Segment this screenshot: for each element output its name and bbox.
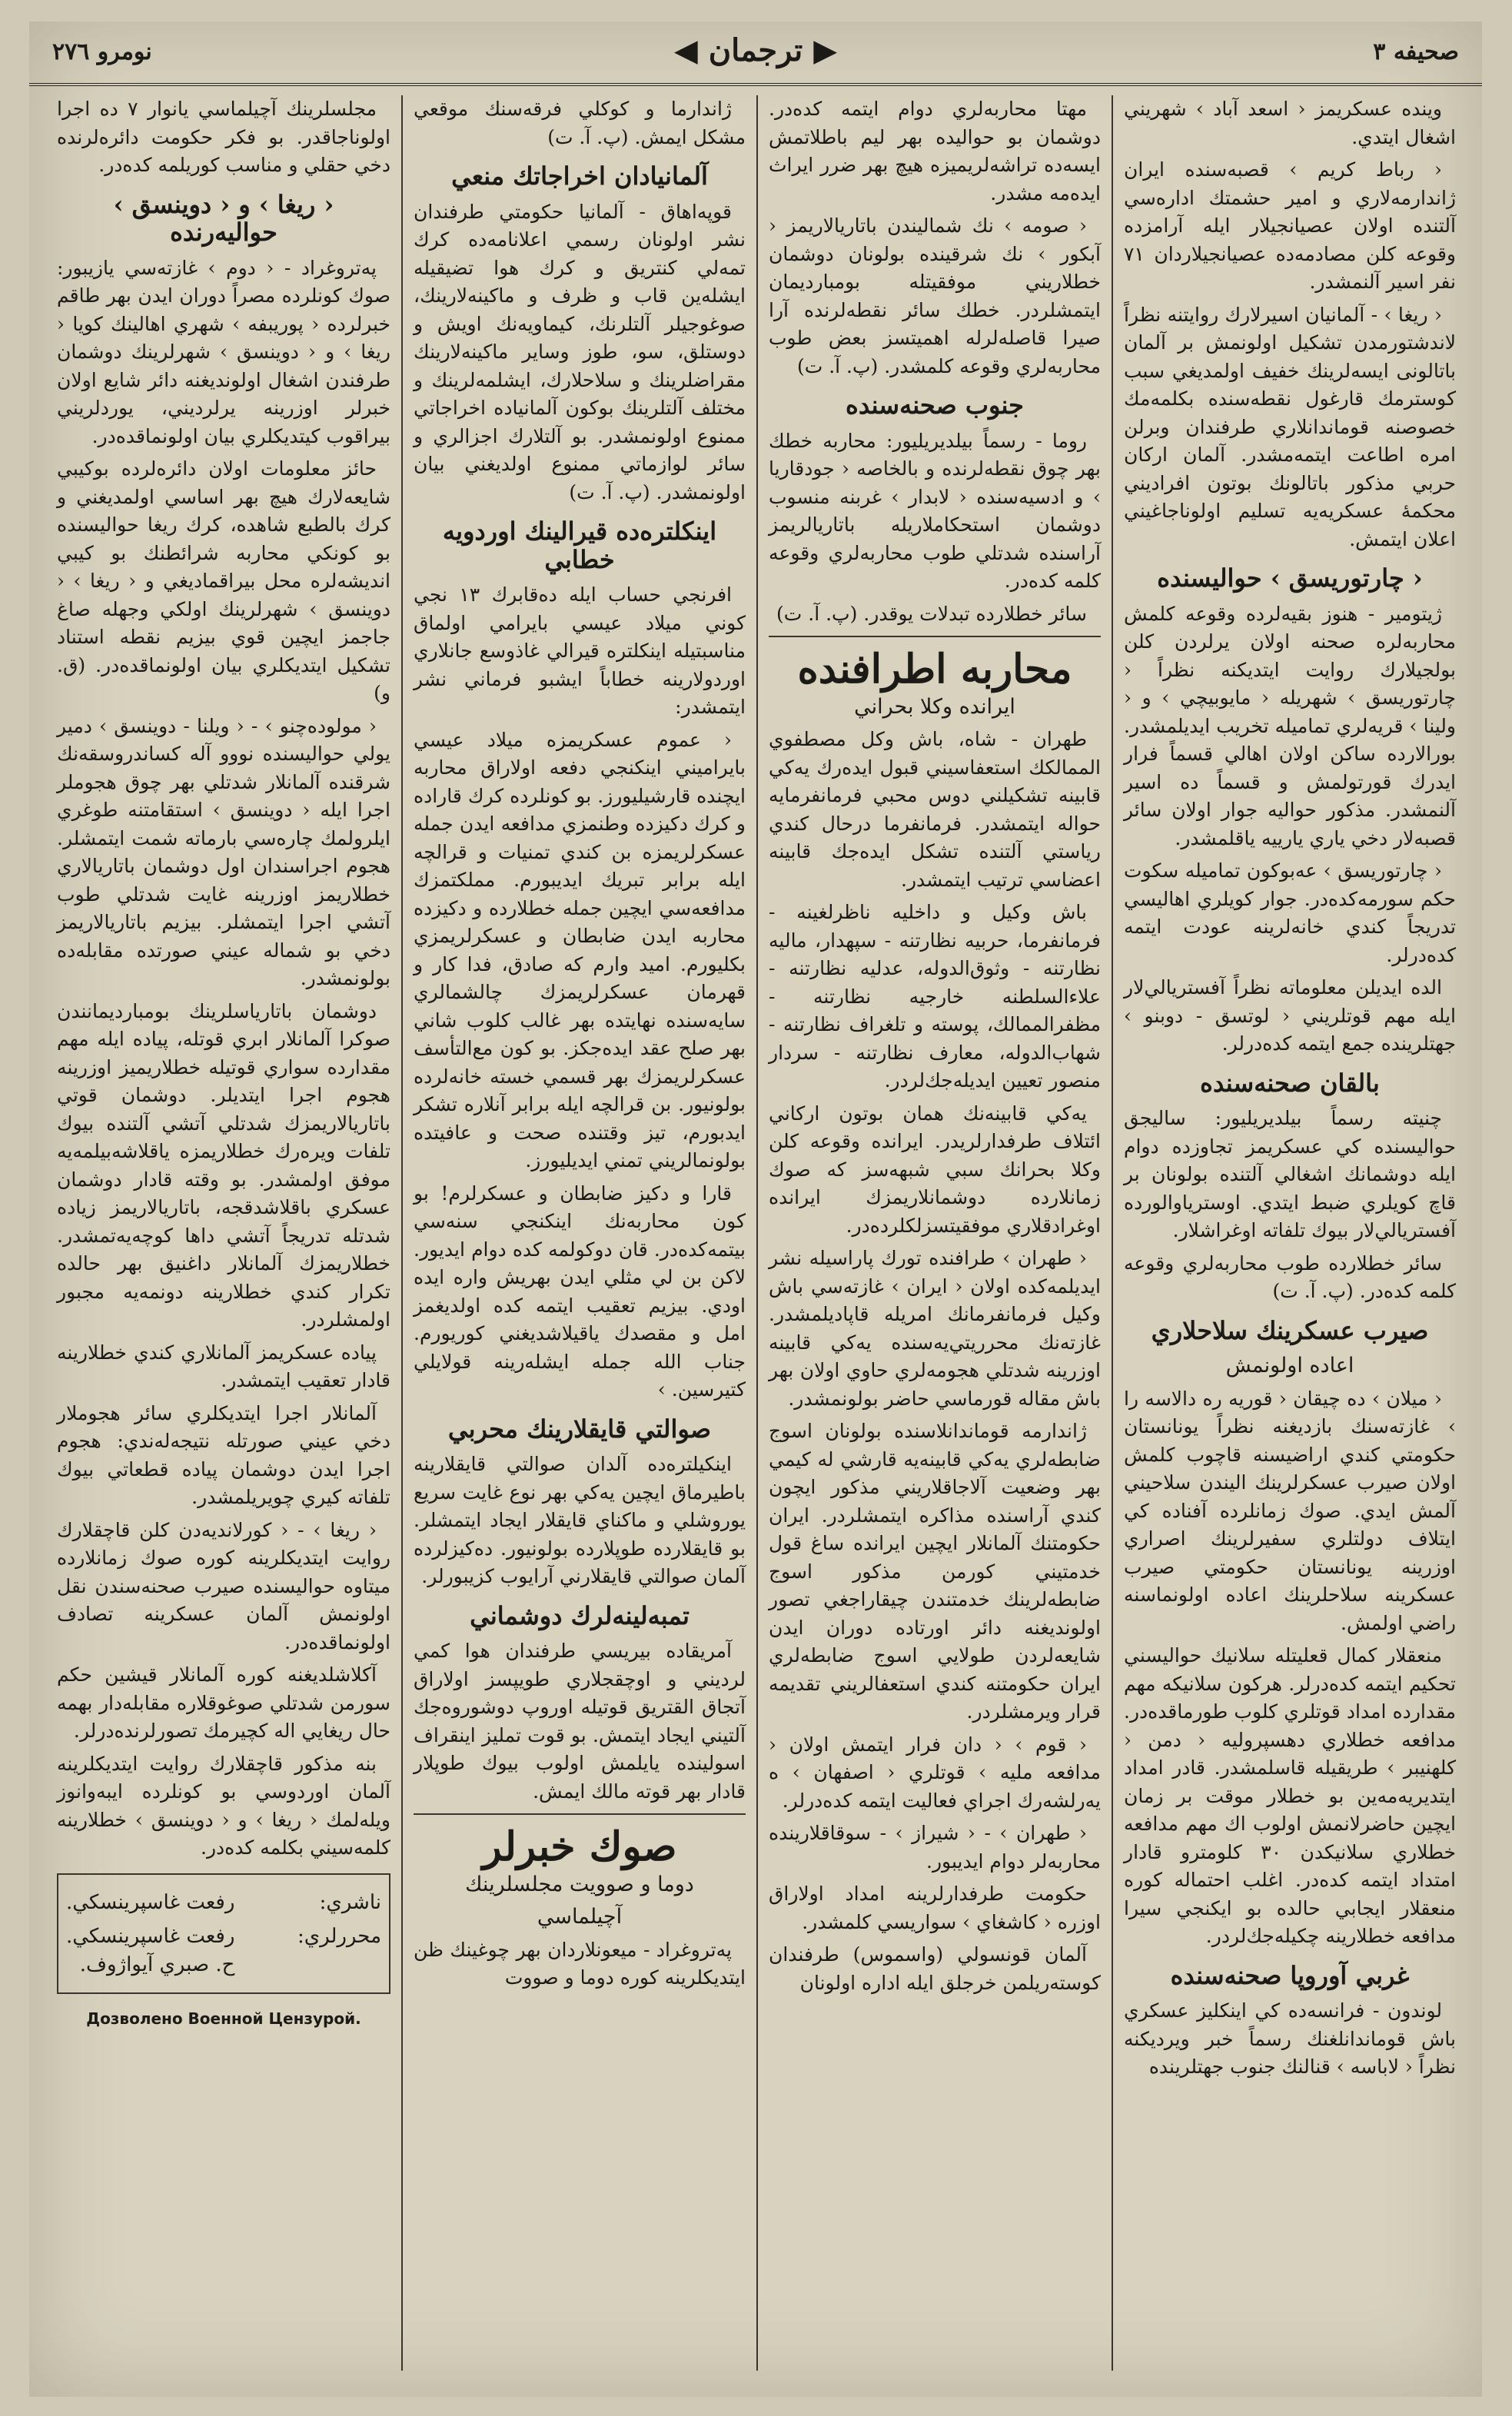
- editor-2: ح. صبري آيواژوف.: [79, 1952, 235, 1976]
- article-subheading: دوما و صوويت مجلسلرينك: [465, 1872, 694, 1896]
- column-3: [401, 95, 756, 2371]
- article-paragraph: ‹ عموم عسكريمزه ميلاد عيسي بايراميني اينكنجي دفعه اولاراق محاربه ايچنده قارشيليورز. بو كونلرده كرك قاراده و كرك دكيزده وطنمزي مدافعه ايدن جمله عسكرلريمزه بن كندي تمنيات و قرالچه ايله برابر تبريك ايديبورم. مملكتمزك مدافعه‌سي ايچين جمله خطلارده و دكيزده محاربه ايدن ضابطان و عسكرلريمزي بكليورم. اميد وارم كه صادق، فدا كار و قهرمان عسكرلريمزك چالشمالري سايه‌سنده نهايتده بهر غالب كلوب شاني بهر صلح عقد ايده‌جكز. بو كون مع‌التأسف عسكرلريمزك بهر قسمي خسته خانه‌لرده بولونيور. بن قرالچه ايله برابر آنلاره تشكر ايدبورم، تيز وقتنده صحت و عافيتده بولونمالريني تمني ايديليورز.: [414, 728, 746, 1171]
- article-paragraph: طهران - شاه، باش وكل مصطفوي الممالكك استعفاسيني قبول ايده‌رك يه‌كي قابينه تشكيلني دوس محبي فرمانفرمايه حواله ايتمشدر. فرمانفرما درحال كندي رياستي آلتنده تشكل ايده‌جك قابينه اعضاسي ترتيب ايتمشدر.: [769, 728, 1101, 891]
- article-paragraph: قوپه‌اهاق - آلمانيا حكومتي طرفندان نشر اولونان رسمي اعلانامه‌ده كرك تمه‌لي كنتريق و كرك هوا تضيقيله ايشله‌ين قاب و ظرف و ماكينه‌لارينك، صوغوجيلر آلتلرنك، كيماويه‌نك اويش و دوستلق، سو، طوز وساير ماكينه‌لارينك مقراضلرينك و سلاحلارك، ايشلمه‌لرينك و مختلف آلتلرينك بوكون آلمانياده اخراجاتي ممنوع اولونمشدر. بو آلتلارك اجزالري و سائر لوازماتي ممنوع اولديغني بيان اولونمشدر. (پ. آ. ت): [414, 200, 746, 503]
- article-heading: ‹ ريغا › و ‹ دوينسق › حواليه‌رنده: [113, 189, 334, 247]
- article-paragraph: ‹ مولوده‌چنو › - ‹ ويلنا - دوينسق › دمير يولي حواليسنده نووو آله كساندروسقه‌نك شرقنده آلمانلار شدتلي بهر چوق هجوملر اجرا ايله ‹ دوينسق › استقامتنه طوغري ايلرولمك چاره‌سي بارماته شمت ايتمشلر. هجوم اجراسندان اول دوشمان باتاريالاري خطلاريمز اوزرينه غايت شدتلي طوب آتشي اجرا ايتمشلر. بيزيم باتاريالاريمز دخي بو شماله عيني صورتده مقابله‌ده بولونمشدر.: [57, 714, 390, 989]
- article-paragraph: آكلاشلديغنه كوره آلمانلار قيشين حكم سورمن شدتلي صوغوقلاره مقابله‌دار بهمه حال ريغايي اله كچيرمك تصورلرنده‌درلر.: [57, 1663, 390, 1742]
- article-paragraph: سائر خطلارده تبدلات يوقدر. (پ. آ. ت): [776, 602, 1087, 625]
- article-paragraph: الده ايديلن معلوماته نظراً آفستريالي‌لار ايله مهم قوتلريني ‹ لوتسق - دوبنو › جهتلرينده جمع ايتمه كده‌درلر.: [1124, 976, 1456, 1055]
- article-paragraph: آمريقاده بيريسي طرفندان هوا كمي لرديني و اوچقجلاري طويپسز اولاراق آتجاق القتريق قوتيله اوروپ دوشوروه‌جك آلتيني ايجاد ايتمش. بو قوت تمليز اينقراف اسولينده يايلمش اولوب بيوك طوپلار قادار بهر قوته مالك ايمش.: [414, 1640, 746, 1803]
- newspaper-page: [29, 22, 1482, 2397]
- article-paragraph: يه‌كي قابينه‌نك همان بوتون اركاني ائتلاف طرفدارلريدر. ايرانده وقوعه كلن وكلا بحرانك سبي شبهه‌سز كه صوك زمانلارده دوشمانلاريمزك ايرانده اوغرادقلاري موفقيتسزلكلرده‌در.: [769, 1102, 1101, 1237]
- column-4: [46, 95, 401, 2371]
- article-paragraph: حكومت طرفدارلرينه امداد اولاراق اوزره ‹ كاشغاي › سواريسي كلمشدر.: [769, 1883, 1101, 1933]
- article-paragraph: ‹ صومه › نك شماليندن باتاريالاريمز ‹ آبكور › نك شرقينده بولونان دوشمان خطلاريني موفقيتله بومبارديمان ايتمشلردر. خطك سائر نقطه‌لرنده آرا صيرا قاصله‌لرله اهميتسز بعض طوب محاربه‌لري وقوعه كلمشدر. (پ. آ. ت): [769, 214, 1101, 377]
- article-subheading: اعاده اولونمش: [1225, 1354, 1354, 1377]
- article-paragraph: اينكيلتره‌ده آلدان صوالتي قايقلارينه باطيرماق ايچين يه‌كي بهر نوع غايت سريع يوروشلي و ماكناي قايقلار ايجاد ايتمشلر. بو قايقلارده طوپلارده بولونيور. ده‌كيزلرده آلمان صوالتي قايقلارني آرايوب كزيبورلر.: [414, 1453, 746, 1587]
- article-paragraph: ‹ ريغا › - آلمانيان اسيرلارك روايتنه نظراً لاندشتورمدن تشكيل اولونمش بر آلمان باتالونی ايسه‌لرينك خفيف اولمديغي سبب كوسترمك قارغول نقطه‌سنده بكلمه‌مك خصوصنه قوماندانلاري طرفندان وبرلن امره اطاعت ايتمه‌مشدر. آلمان اركان حربي مذكور باتالونك بوتون افراديني محكمهٔ عسكريه‌يه تسليم اولوناجاغيني اعلان ايتمش.: [1124, 303, 1456, 550]
- article-paragraph: په‌تروغراد - ميعونلاردان بهر چوغينك ظن ايتديكلرينه كوره دوما و صووت: [414, 1938, 746, 1989]
- article-paragraph: روما - رسماً بيلديريليور: محاربه خطك بهر چوق نقطه‌لرنده و بالخاصه ‹ جودقاريا › و ادسيه‌سنده ‹ لابدار › غربنه منسوب دوشمان استحكاملاريله باتاريالريمز آراسنده شدتلي طوب محاربه‌لري وقوعه كلمه كده‌در.: [769, 429, 1101, 592]
- article-heading: اينكلتره‌ده قيرالينك اوردويه خطابي: [442, 517, 717, 574]
- article-paragraph: دوشمان باتارياسلرينك بومبارديمانندن صوكرا آلمانلار ابري قوتله، پياده ايله مهم مقدارده سواري قوتيله خطلاريميز اوزرينه هجوم اجرا ايتديلر. دوشمان قوتي باتاريالاريمزك شدتلي آتشي آلتنده بيوك تلفات ويره‌رك خطلاريمزه ياقلاشه‌بيلمه‌يه موفق اولمشدر. بو وقته قادار دوشمان عسكري باقلاشدقجه، باتاريالاريمز زياده شدتله تدريجاً آتشي داها كوچه‌يه‌تمشدر. خطلاريمزك آلمانلار داغنيق بهر حالده تكرار كندي خطلارينه دونمه‌يه مجبور اولمشلردر.: [57, 999, 390, 1331]
- section-divider: [414, 1813, 746, 1815]
- article-subheading: آچيلماسي: [537, 1905, 623, 1929]
- publisher-label: ناشري:: [319, 1890, 381, 1914]
- article-subheading: ايرانده وكلا بحراني: [854, 694, 1015, 719]
- editors-row: [66, 1922, 381, 1979]
- article-paragraph: مهتا محاربه‌لري دوام ايتمه كده‌در. دوشمان بو حواليده بهر ليم باطلاتمش ايسه‌ده تراشه‌لريميزه هيچ بهر ضرر ايراث ايده‌مه مشدر.: [769, 98, 1101, 204]
- article-paragraph: بنه مذكور قاچقلارك روايت ايتديكلرينه آلمان اوردوسي بو كونلرده ايبه‌وانوز ويله‌لمك ‹ ريغا › و ‹ دوينسق › خطلارينه كلمه‌سيني بكلمه كده‌در.: [57, 1752, 390, 1859]
- article-paragraph: مجلسلرينك آچيلماسي يانوار ٧ ده اجرا اولوناجاقدر. بو فكر حكومت دائره‌لرنده دخي حقلي و مناسب كوريلمه كده‌در.: [57, 98, 390, 176]
- article-heading: بالقان صحنه‌سنده: [1200, 1068, 1380, 1098]
- ornament-left-icon: ◀: [674, 32, 709, 68]
- article-paragraph: سائر خطلارده طوب محاربه‌لري وقوعه كلمه كده‌در. (پ. آ. ت): [1124, 1251, 1456, 1302]
- article-paragraph: باش وكيل و داخليه ناظرلغينه - فرمانفرما، حربيه نظارتنه - سپهدار، ماليه نظارتنه - وثوق‌الدوله، عدليه نظارتنه - علاءالسلطنه خارجيه نظارتنه - مظفرالممالك، پوسته و تلغراف نظارتنه - شهاب‌الدوله، معارف نظارتنه - سردار منصور تعيين ايديله‌جك‌لردر.: [769, 901, 1101, 1092]
- publisher-name: رفعت غاسپرينسكي.: [66, 1890, 235, 1914]
- article-heading: صيرب عسكرينك سلاحلاري: [1151, 1315, 1429, 1345]
- article-paragraph: لوندون - فرانسه‌ده كي اينكليز عسكري باش قوماندانلغنك رسماً خبر ويرديكنه نظراً ‹ لاباسه › قنالنك جنوب جهتلرينده: [1124, 1999, 1456, 2078]
- article-paragraph: ‹ طهران › - ‹ شيراز › - سوقاقلارينده محاربه‌لر دوام ايديبور.: [769, 1822, 1101, 1873]
- article-paragraph: وينده عسكريمز ‹ اسعد آباد › شهريني اشغال ايتدي.: [1124, 98, 1456, 148]
- ornament-right-icon: ▶: [803, 32, 837, 68]
- article-heading: جنوب صحنه‌سنده: [846, 390, 1024, 420]
- article-heading: محاربه اطرافنده: [797, 646, 1072, 693]
- article-paragraph: قارا و دكيز ضابطان و عسكرلرم! بو كون محاربه‌نك اينكنجي سنه‌سي بيتمه‌كده‌در. قان دوكولمه كده دوام ايديور. لاكن بن لي مثلي ايدن بهريش واره ايده اودي. بيزيم تعقيب ايتمه كده اولديغمز امل و مقصدك ياقيلاشديغني كوريورم. جناب الله جمله ايشله‌رينه قولايلي كتيرسين. ›: [414, 1181, 746, 1401]
- credits-box: [57, 1873, 390, 1995]
- article-paragraph: آلمان قونسولي (واسموس) طرفندان كوسته‌ريلمن خرجلق ايله اداره اولونان: [769, 1943, 1101, 1994]
- article-heading: آلمانيادان اخراجاتك منعي: [451, 161, 708, 191]
- editor-1: رفعت غاسپرينسكي.: [66, 1925, 235, 1948]
- article-paragraph: چنيته رسماً بيلديريليور: ساليجق حواليسنده كي عسكريمز تجاوزده دوام ايله دوشمانك اشغالي آلتنده بولونان بر قاچ كويلري ضبط ايتدي. اوسترياوالورده آفستريالي‌لار بيوك تلفاته اوغراشلار.: [1124, 1107, 1456, 1241]
- article-paragraph: ‹ چارتوريسق › عه‌بوكون تماميله سكوت حكم سورمه‌كده‌در. جوار كويلري اهاليسي تدريجاً كندي خانه‌لرينه عودت ايتمه كده‌درلر.: [1124, 859, 1456, 966]
- article-heading: غربي آوروپا صحنه‌سنده: [1170, 1960, 1410, 1990]
- article-paragraph: ‹ رباط كريم › قصبه‌سنده ايران ژاندارمه‌لاري و امير حشمتك اداره‌سي آلتنده اولان عصيانجيلار ايله آرامزده وقوعه كلن مصادمه‌ده عصيانجيلاردان ٧١ نفر اسير آلنمشدر.: [1124, 158, 1456, 293]
- publisher-row: [66, 1889, 381, 1917]
- page-label: صحيفه ٣: [1373, 38, 1459, 65]
- editor-names: [66, 1922, 234, 1979]
- article-paragraph: ‹ طهران › طرافنده تورك پاراسيله نشر ايديلمه‌كده اولان ‹ ايران › غازته‌سي باش وكيل فرمانفرمانك امريله قاپاديلمشدر. غازته‌نك محرريتي‌يه‌سنده يه‌كي قابينه اوزرينه شدتلي هجومه‌لري حاوي اولان بهر باش مقاله قورماسي حاضر بولونمشدر.: [769, 1247, 1101, 1410]
- article-heading: صوالتي قايقلارينك محربي: [447, 1414, 712, 1444]
- section-divider: [769, 636, 1101, 637]
- censor-note: Дозволено Военной Цензурой.: [86, 2009, 361, 2028]
- article-paragraph: ژاندارمه قوماندانلاسنده بولونان اسوج ضابطه‌لري يه‌كي قابينه‌يه قارشي له كيمي بهر وضعيت آلاجاقلاريني مذكور ايچون كندي آراسنده مذاكره ايتمشلردر. ايران حكومتنك آلمانلار ايچين ايرانده ساغ قول خدمتيني كورمن مذكور اسوج ضابطه‌لرينك خدمتندن چيقاراجغي تصور اولونديغنه دائر اورتاده دوران ايدن شايعه‌لردن طولايي اسوج ضابطه‌لري ايران حكومتنه كندي استعفالريني تقديمه قرار ويرمشلردر.: [769, 1420, 1101, 1723]
- article-paragraph: پياده عسكريمز آلمانلاري كندي خطلارينه قادار تعقيب ايتمشدر.: [57, 1341, 390, 1391]
- article-paragraph: حائز معلومات اولان دائره‌لرده بوكيبي شايعه‌لارك هيچ بهر اساسي اولمديغني و كرك بالطبع شاهده، كرك ريغا حواليسنده بو كونكي محاربه شرائطنك بو كيبي انديشه‌لره محل بيراقماديغي و ‹ ريغا › ‹ دوينسق › شهرلرينك اولكي وجهله صاغ جاجمز ايچين قوي بيزيم نقطه استناد تشكيل ايتديكلري بيان اولونماقده‌در. (ق. و): [57, 457, 390, 704]
- column-2: [756, 95, 1112, 2371]
- article-paragraph: ‹ ريغا › - ‹ كورلانديه‌دن كلن قاچقلارك روايت ايتديكلرينه كوره صوك زمانلارده ميتاوه حواليسنده صيرب صحنه‌سندن نقل اولونمش آلمان عسكرينه تصادف اولونماقده‌در.: [57, 1518, 390, 1653]
- article-paragraph: افرنجي حساب ايله ده‌قابرك ١٣ نجي كوني ميلاد عيسي بايرامي اولماق مناسبتيله اينكلتره قيرالي غاذوسع جانلاري اوردولارينه خطاباً ايشبو فرماني نشر ايتمشدر:: [414, 583, 746, 718]
- columns: [45, 95, 1467, 2371]
- article-heading: تمبه‌لينه‌لرك دوشماني: [470, 1600, 690, 1630]
- paper-name: ترجمان: [708, 32, 803, 68]
- editors-label: محررلري:: [297, 1925, 381, 1948]
- issue-number: نومرو ٢٧٦: [52, 38, 152, 65]
- column-1: [1112, 95, 1467, 2371]
- paper-title: [29, 32, 1482, 68]
- article-heading: ‹ چارتوريسق › حواليسنده: [1157, 563, 1423, 593]
- article-paragraph: په‌تروغراد - ‹ دوم › غازته‌سي يازيبور: صوك كونلرده مصراً دوران ايدن بهر طاقم خبرلرده ‹ پوريبفه › شهري اهالينك كويا ‹ ريغا › و ‹ دوينسق › شهرلرينك دوشمان طرفندن اشغال اولونديغنه دائر شايع اولان خبرلر اوزرينه يرلرديني، يوردلريني بيراقوب كيتديكلري بيان اولونماقده‌در.: [57, 256, 390, 447]
- article-heading: صوك خبرلر: [482, 1823, 677, 1870]
- article-paragraph: منعقلار كمال قعليتله سلانيك حواليسني تحكيم ايتمه كده‌درلر. هركون سلانيكه مهم مقدارده امداد قوتلري كلوب طورماقده‌در. مدافعه خطلاري دهسپروليه ‹ دمن ‹ كلهنيبر › طريقيله قاسلمشدر. قادر امداد ايتديريه‌مه‌ين بو خطلار موقت بر زمان ايچين حاضرلانمش اولوب اك مهم مدافعه خطلاري سلانيكدن ٣٠ كلومترو قادار امتداد ايتمه كده‌در. اغلب احتماله كوره منعقلار ايجابي حالده بو ايكنجي سيرا مدافعه خطلارينه چكيله‌جك‌لردر.: [1124, 1644, 1456, 1947]
- article-paragraph: ‹ قوم › ‹ دان فرار ايتمش اولان ‹ مدافعه مليه › قوتلري ‹ اصفهان › ه يه‌رلشه‌رك اجراي فعاليت ايتمه كده‌درلر.: [769, 1733, 1101, 1812]
- article-paragraph: ژيتومير - هنوز بقيه‌لرده وقوعه كلمش محاربه‌لره صحنه اولان يرلردن كلن بولجيلارك روايت ايتديكنه نظراً ‹ چارتوريسق › شهريله ‹ مايوبيچي › و ‹ ولينا › قريه‌لري تماميله تخريب ايديلمشدر. بورالارده ساكن اولان اهالي قسماً فرار ايدرك قورتولمش و قسماً ده اسير آلنمشدر. مذكور حواليه جوار اولان سائر قصبه‌لار دخي ياري يارييه ياقلمشدر.: [1124, 602, 1456, 849]
- article-paragraph: آلمانلار اجرا ايتديكلري سائر هجوملار دخي عيني صورتله نتيجه‌له‌ندي: هجوم اجرا ايدن دوشمان پياده قطعاتي بيوك تلفاته كيري چويريلمشدر.: [57, 1401, 390, 1508]
- article-paragraph: ژاندارما و كوكلي فرقه‌سنك موقعي مشكل ايمش. (پ. آ. ت): [414, 98, 746, 148]
- article-paragraph: ‹ ميلان › ده چيقان ‹ قوريه ره دالاسه را › غازته‌سنك بازديغنه نظراً يونانستان حكومتي كندي اراضيسنه قاچوب كلمش اولان صيرب عسكرلرينك اليندن سلاحيني آلمش ايدي. صوك زمانلرده آفنا‌ده كي ايتلاف دولتلري سفيرلرينك اصراري اوزرينه يونانستان حكومتي صيرب عسكرينه سلاحلرينك اعاده اولونماسنه راضي اولمش.: [1124, 1387, 1456, 1634]
- masthead: [29, 22, 1482, 86]
